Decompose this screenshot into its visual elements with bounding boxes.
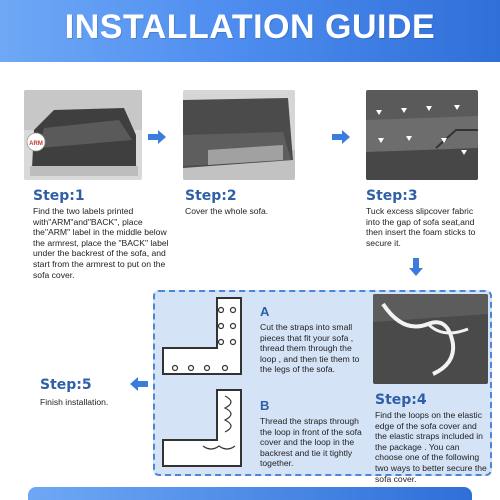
arrow-left-icon — [130, 377, 148, 391]
page-title: INSTALLATION GUIDE — [64, 8, 436, 46]
step2-text: Cover the whole sofa. — [185, 206, 269, 216]
arrow-right-icon — [332, 130, 350, 144]
step1-text: Find the two labels printed with"ARM"and"BACK", place the"ARM" label in the middle below the armrest, place the "BACK" label under the backrest of the sofa, and start from the armrest to put on the sofa cover. — [33, 206, 169, 280]
header-banner — [0, 0, 500, 62]
strap-options-panel — [153, 290, 492, 484]
step1-title: Step:1 — [33, 188, 85, 204]
step3-photo — [366, 90, 478, 180]
option-a-letter: A — [260, 304, 270, 319]
step4-text: Find the loops on the elastic edge of the sofa cover and the elastic straps included in the package . You can choose one of the following two ways to better secure the sofa cover. — [375, 410, 487, 484]
option-b-letter: B — [260, 398, 270, 413]
step4-photo — [373, 294, 488, 384]
step2-photo — [183, 90, 295, 180]
step3-text: Tuck excess slipcover fabric into the gap of sofa seat,and then insert the foam sticks to secure it. — [366, 206, 476, 248]
option-b-text: Thread the straps through the loop in front of the sofa cover and the loop in the backrest and tie it tightly together. — [260, 416, 362, 469]
footer-banner — [28, 487, 472, 500]
step3-title: Step:3 — [366, 188, 418, 204]
arrow-right-icon — [148, 130, 166, 144]
arrow-down-icon — [409, 258, 423, 276]
step1-photo — [24, 90, 142, 180]
step5-text: Finish installation. — [40, 397, 109, 407]
option-a-text: Cut the straps into small pieces that fit your sofa , thread them through the loop , and then tie them to the legs of the sofa. — [260, 322, 360, 375]
step5-title: Step:5 — [40, 377, 92, 393]
step2-title: Step:2 — [185, 188, 237, 204]
arm-label-tag: ARM — [29, 141, 43, 147]
option-a-diagram — [159, 296, 251, 378]
option-b-diagram — [159, 388, 251, 470]
step4-title: Step:4 — [375, 392, 427, 408]
